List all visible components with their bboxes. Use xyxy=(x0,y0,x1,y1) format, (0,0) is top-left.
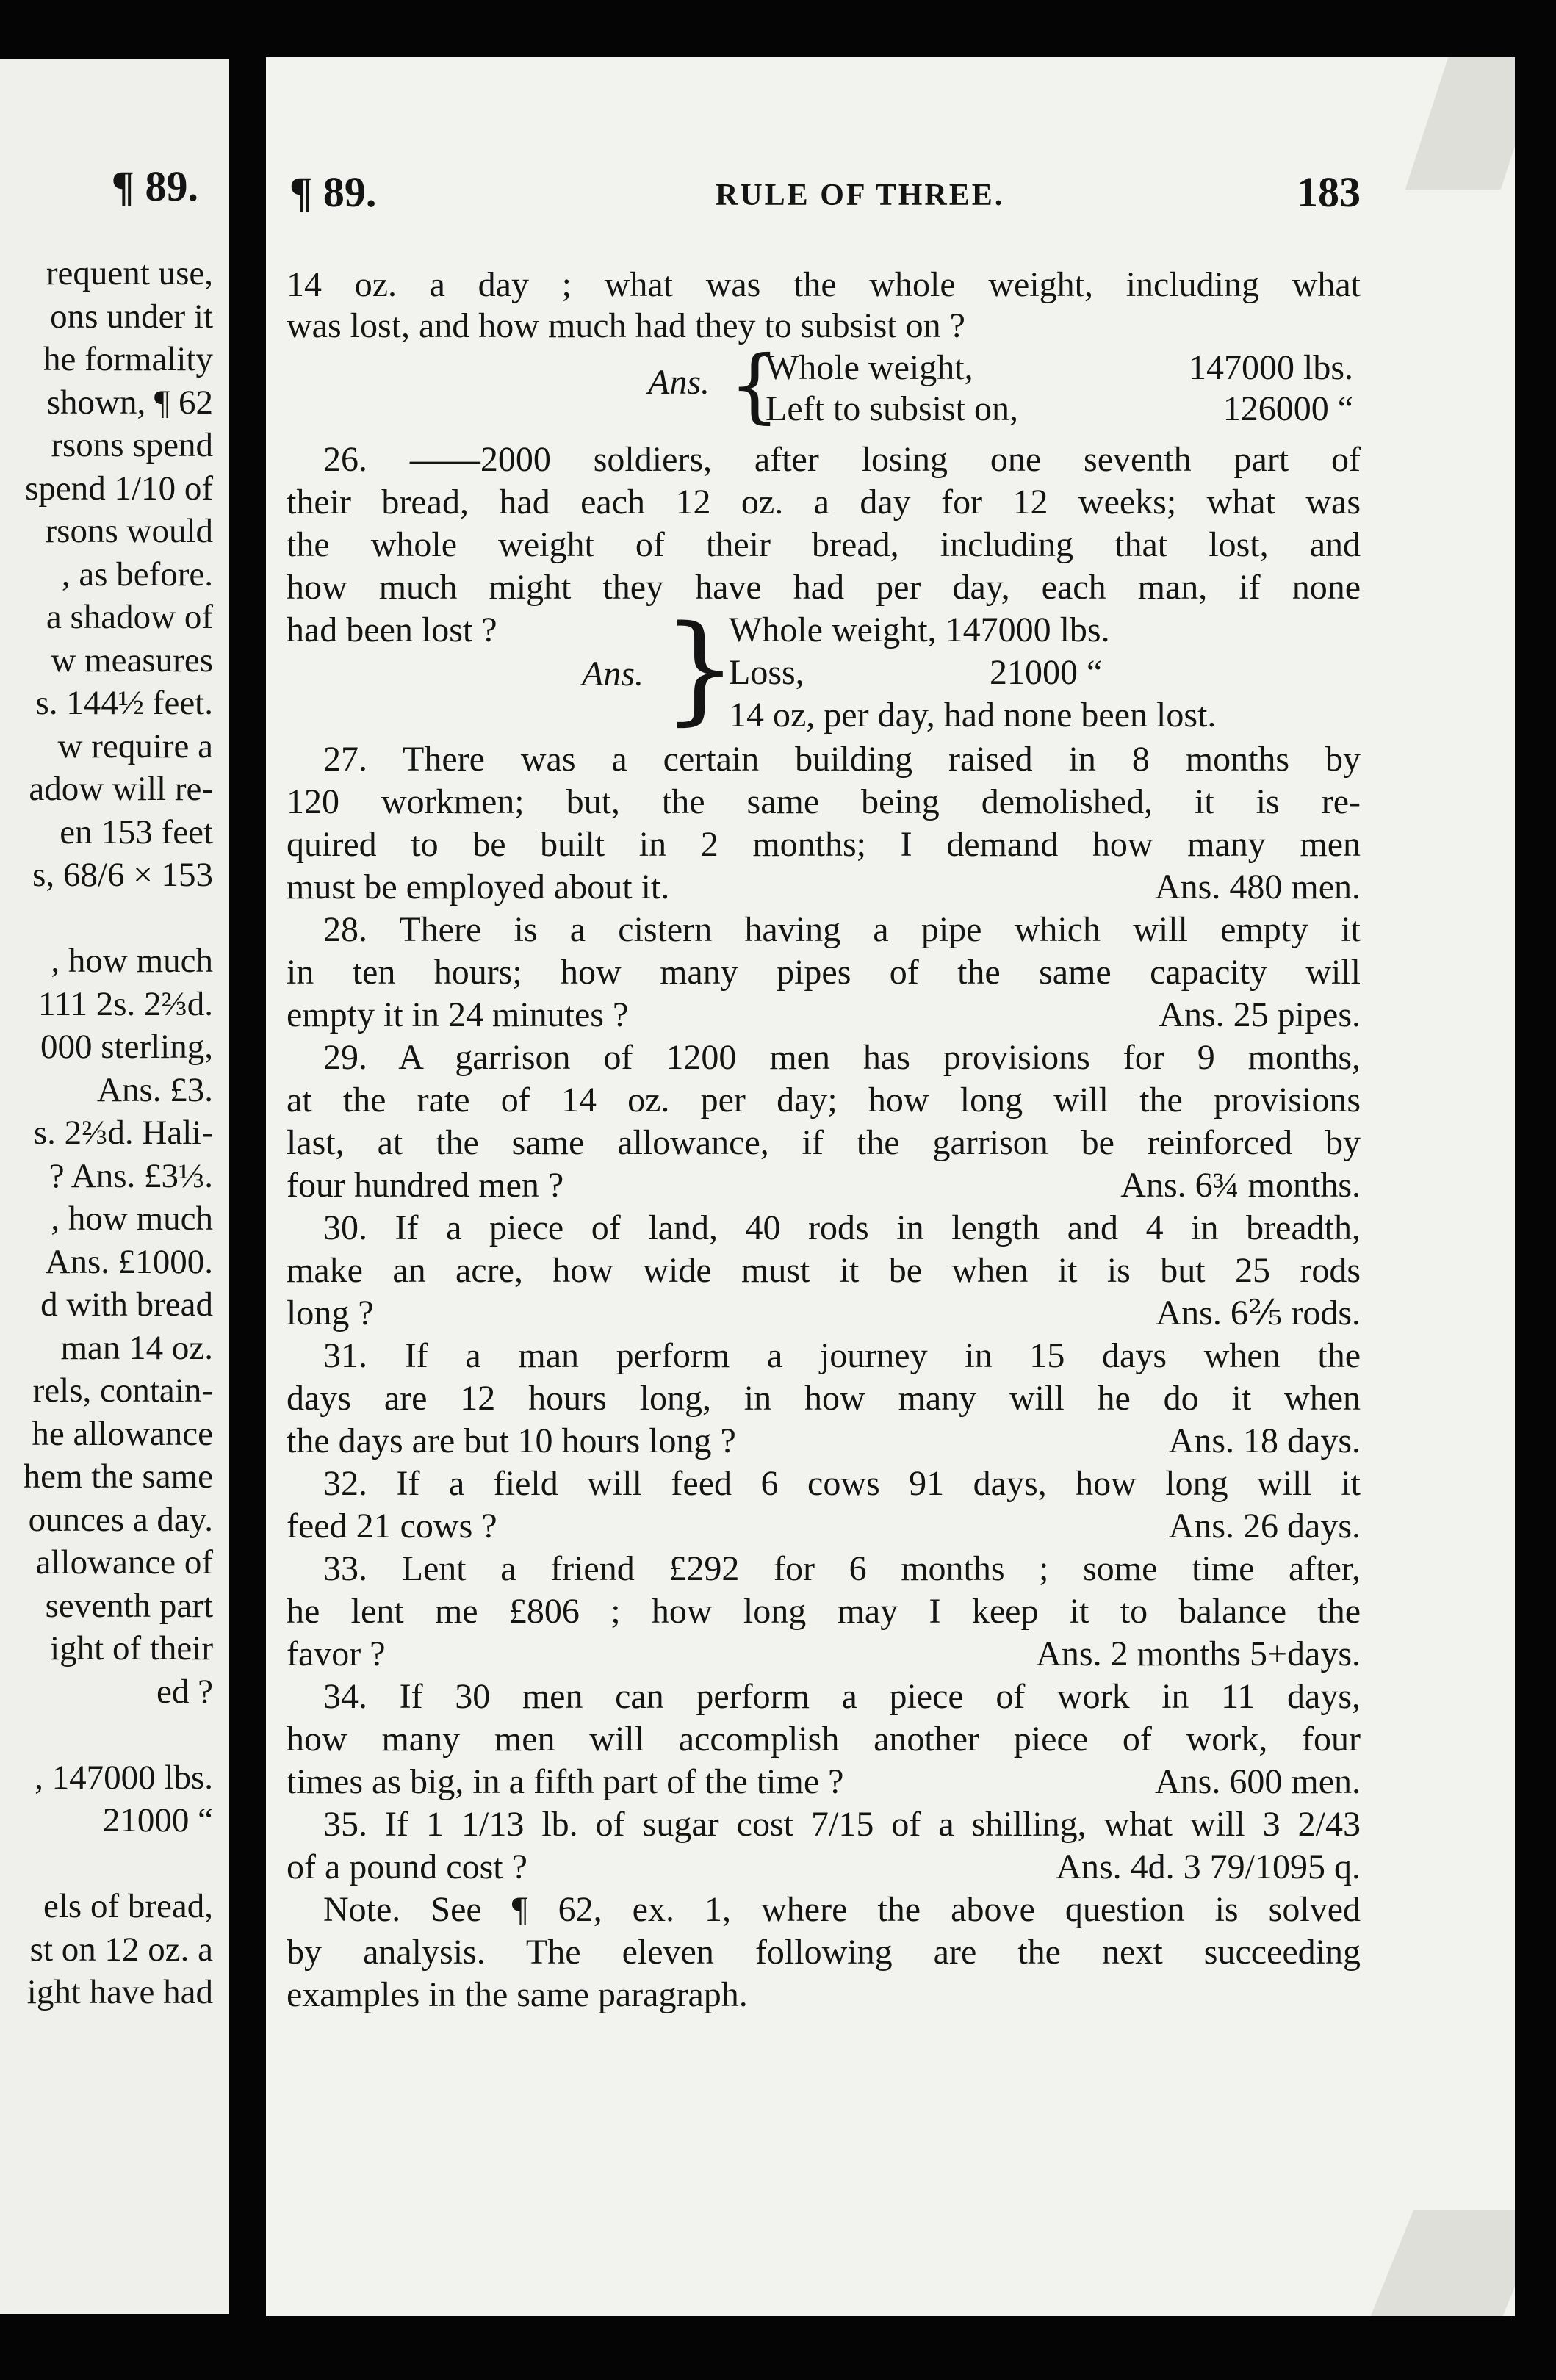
facing-page-line: a shadow of xyxy=(46,598,213,636)
facing-page-line: ight have had xyxy=(26,1973,213,2011)
facing-page xyxy=(0,59,229,2314)
note-line: Note. See ¶ 62, ex. 1, where the above question is solved xyxy=(323,1890,1361,1929)
question-text: empty it in 24 minutes ? xyxy=(287,995,629,1034)
text-line: 26. ——2000 soldiers, after losing one seventh part of xyxy=(323,440,1361,479)
question-text: feed 21 cows ? xyxy=(287,1507,497,1546)
text-line: how many men will accomplish another piece of work, four xyxy=(287,1720,1361,1759)
note-line: by analysis. The eleven following are the next succeeding xyxy=(287,1933,1361,1972)
answer-value: 147000 lbs. xyxy=(1188,348,1353,387)
question-text: must be employed about it. xyxy=(287,868,670,906)
running-header xyxy=(289,167,1361,226)
text-line: 28. There is a cistern having a pipe which will empty it xyxy=(323,910,1361,949)
facing-page-line: , how much xyxy=(51,1200,213,1238)
facing-page-line: rels, contain- xyxy=(32,1371,213,1410)
facing-page-line: ed ? xyxy=(156,1672,213,1711)
note-line: examples in the same paragraph. xyxy=(287,1975,748,2014)
answer-text: Ans. 600 men. xyxy=(1155,1762,1361,1801)
answer-text: Ans. 2 months 5+days. xyxy=(1036,1634,1361,1673)
facing-page-line: rsons would xyxy=(45,512,213,550)
text-line xyxy=(287,867,1361,908)
facing-page-line: s. 2⅔d. Hali- xyxy=(33,1114,213,1152)
text-line: 27. There was a certain building raised in 8 months by xyxy=(323,740,1361,779)
brace-symbol: { xyxy=(729,338,780,432)
page-corner-curl xyxy=(1405,57,1515,190)
text-line: the whole weight of their bread, including that lost, and xyxy=(287,525,1361,564)
text-line: he lent me £806 ; how long may I keep it to balance the xyxy=(287,1592,1361,1631)
answer-text: Ans. 480 men. xyxy=(1155,868,1361,906)
text-line xyxy=(287,1761,1361,1803)
text-line: how much might they have had per day, each man, if none xyxy=(287,568,1361,607)
question-text: favor ? xyxy=(287,1634,386,1673)
brace-symbol: } xyxy=(663,599,738,737)
answer-value: 21000 “ xyxy=(990,653,1103,692)
answer-text: Ans. 25 pipes. xyxy=(1159,995,1361,1034)
paragraph-mark: ¶ 89. xyxy=(289,168,377,216)
text-line: 14 oz. a day ; what was the whole weight, including what xyxy=(287,265,1361,304)
text-line xyxy=(287,1634,1361,1675)
facing-page-line: Ans. £3. xyxy=(97,1070,213,1109)
text-line xyxy=(287,1293,1361,1334)
text-line: 30. If a piece of land, 40 rods in length and 4 in breadth, xyxy=(323,1208,1361,1247)
text-line xyxy=(287,1165,1361,1206)
facing-page-line: ounces a day. xyxy=(28,1500,213,1539)
answer-value: 126000 “ xyxy=(1222,389,1353,428)
facing-page-line: st on 12 oz. a xyxy=(29,1930,213,1969)
facing-page-line: els of bread, xyxy=(43,1887,213,1925)
text-line xyxy=(287,1421,1361,1462)
facing-page-line: ight of their xyxy=(50,1629,213,1667)
text-line xyxy=(287,995,1361,1036)
answer-label: Ans. xyxy=(648,363,710,402)
facing-page-line: Ans. £1000. xyxy=(45,1242,213,1281)
text-line: in ten hours; how many pipes of the same capacity will xyxy=(287,953,1361,992)
facing-page-line: s, 68/6 × 153 xyxy=(32,856,213,894)
facing-page-line: adow will re- xyxy=(29,770,213,808)
text-line xyxy=(287,1506,1361,1547)
facing-page-line: 21000 “ xyxy=(102,1801,213,1839)
text-line: was lost, and how much had they to subsist on ? xyxy=(287,306,965,345)
facing-page-line: , as before. xyxy=(61,555,213,594)
answer-label: Ans. xyxy=(582,654,644,693)
facing-page-line: he formality xyxy=(43,340,213,378)
facing-page-line: w measures xyxy=(51,641,213,679)
text-line: 34. If 30 men can perform a piece of work in 11 days, xyxy=(323,1677,1361,1716)
facing-page-line: , 147000 lbs. xyxy=(35,1758,213,1797)
text-line: at the rate of 14 oz. per day; how long will the provisions xyxy=(287,1081,1361,1119)
facing-page-line: hem the same xyxy=(23,1457,213,1496)
facing-page-line: he allowance xyxy=(32,1414,213,1453)
text-line: last, at the same allowance, if the garrison be reinforced by xyxy=(287,1123,1361,1162)
text-line xyxy=(287,1847,1361,1888)
text-line: 32. If a field will feed 6 cows 91 days, how long will it xyxy=(323,1464,1361,1503)
answer-item: Whole weight, xyxy=(766,348,973,387)
text-line: quired to be built in 2 months; I demand how many men xyxy=(287,825,1361,864)
text-line: 120 workmen; but, the same being demolished, it is re- xyxy=(287,782,1361,821)
facing-page-header: ¶ 89. xyxy=(111,162,198,210)
answer-item: Left to subsist on, xyxy=(766,389,1018,428)
facing-page-line: allowance of xyxy=(35,1543,213,1582)
answer-block-25 xyxy=(648,338,1353,433)
facing-page-line: rsons spend xyxy=(51,426,213,464)
question-text: times as big, in a fifth part of the time ? xyxy=(287,1762,844,1801)
answer-block-26 xyxy=(582,599,1361,738)
facing-page-line: man 14 oz. xyxy=(60,1328,213,1367)
running-title: RULE OF THREE. xyxy=(716,178,1005,212)
facing-page-line: en 153 feet xyxy=(60,812,213,851)
facing-page-line: shown, ¶ 62 xyxy=(46,383,213,422)
page-corner-curl-bottom xyxy=(1366,2210,1515,2316)
facing-page-line: 111 2s. 2⅔d. xyxy=(37,984,213,1023)
answer-text: Ans. 18 days. xyxy=(1168,1421,1361,1460)
answer-item: Whole weight, 147000 lbs. xyxy=(729,610,1110,649)
facing-page-line: ons under it xyxy=(50,297,213,336)
question-text: the days are but 10 hours long ? xyxy=(287,1421,736,1460)
facing-page-line: w require a xyxy=(57,726,213,765)
answer-text: Ans. 4d. 3 79/1095 q. xyxy=(1056,1847,1361,1886)
text-line: 29. A garrison of 1200 men has provisions for 9 months, xyxy=(323,1038,1361,1077)
text-line: days are 12 hours long, in how many will he do it when xyxy=(287,1379,1361,1418)
facing-page-line: , how much xyxy=(51,942,213,980)
question-text: four hundred men ? xyxy=(287,1166,564,1205)
answer-text: Ans. 6⅖ rods. xyxy=(1156,1294,1361,1333)
text-line: 35. If 1 1/13 lb. of sugar cost 7/15 of a shilling, what will 3 2/43 xyxy=(323,1805,1361,1844)
facing-page-line: seventh part xyxy=(45,1586,213,1625)
answer-item: 14 oz, per day, had none been lost. xyxy=(729,696,1217,735)
text-line: their bread, had each 12 oz. a day for 12 weeks; what was xyxy=(287,483,1361,522)
answer-item: Loss, xyxy=(729,653,804,692)
text-line: 31. If a man perform a journey in 15 days when the xyxy=(323,1336,1361,1375)
facing-page-line: requent use, xyxy=(46,254,213,292)
text-line: make an acre, how wide must it be when it is but 25 rods xyxy=(287,1251,1361,1290)
facing-page-line: s. 144½ feet. xyxy=(35,684,213,722)
page-number: 183 xyxy=(1297,168,1361,216)
book-page xyxy=(266,57,1515,2316)
question-text: long ? xyxy=(287,1294,374,1333)
facing-page-line: ? Ans. £3⅓. xyxy=(48,1156,213,1195)
facing-page-line: 000 sterling, xyxy=(40,1028,213,1066)
text-line: 33. Lent a friend £292 for 6 months ; some time after, xyxy=(323,1549,1361,1588)
answer-text: Ans. 6¾ months. xyxy=(1120,1166,1361,1205)
answer-text: Ans. 26 days. xyxy=(1168,1507,1361,1546)
text-line: had been lost ? xyxy=(287,610,497,649)
facing-page-line: spend 1/10 of xyxy=(25,469,213,508)
question-text: of a pound cost ? xyxy=(287,1847,527,1886)
facing-page-line: d with bread xyxy=(40,1285,213,1324)
